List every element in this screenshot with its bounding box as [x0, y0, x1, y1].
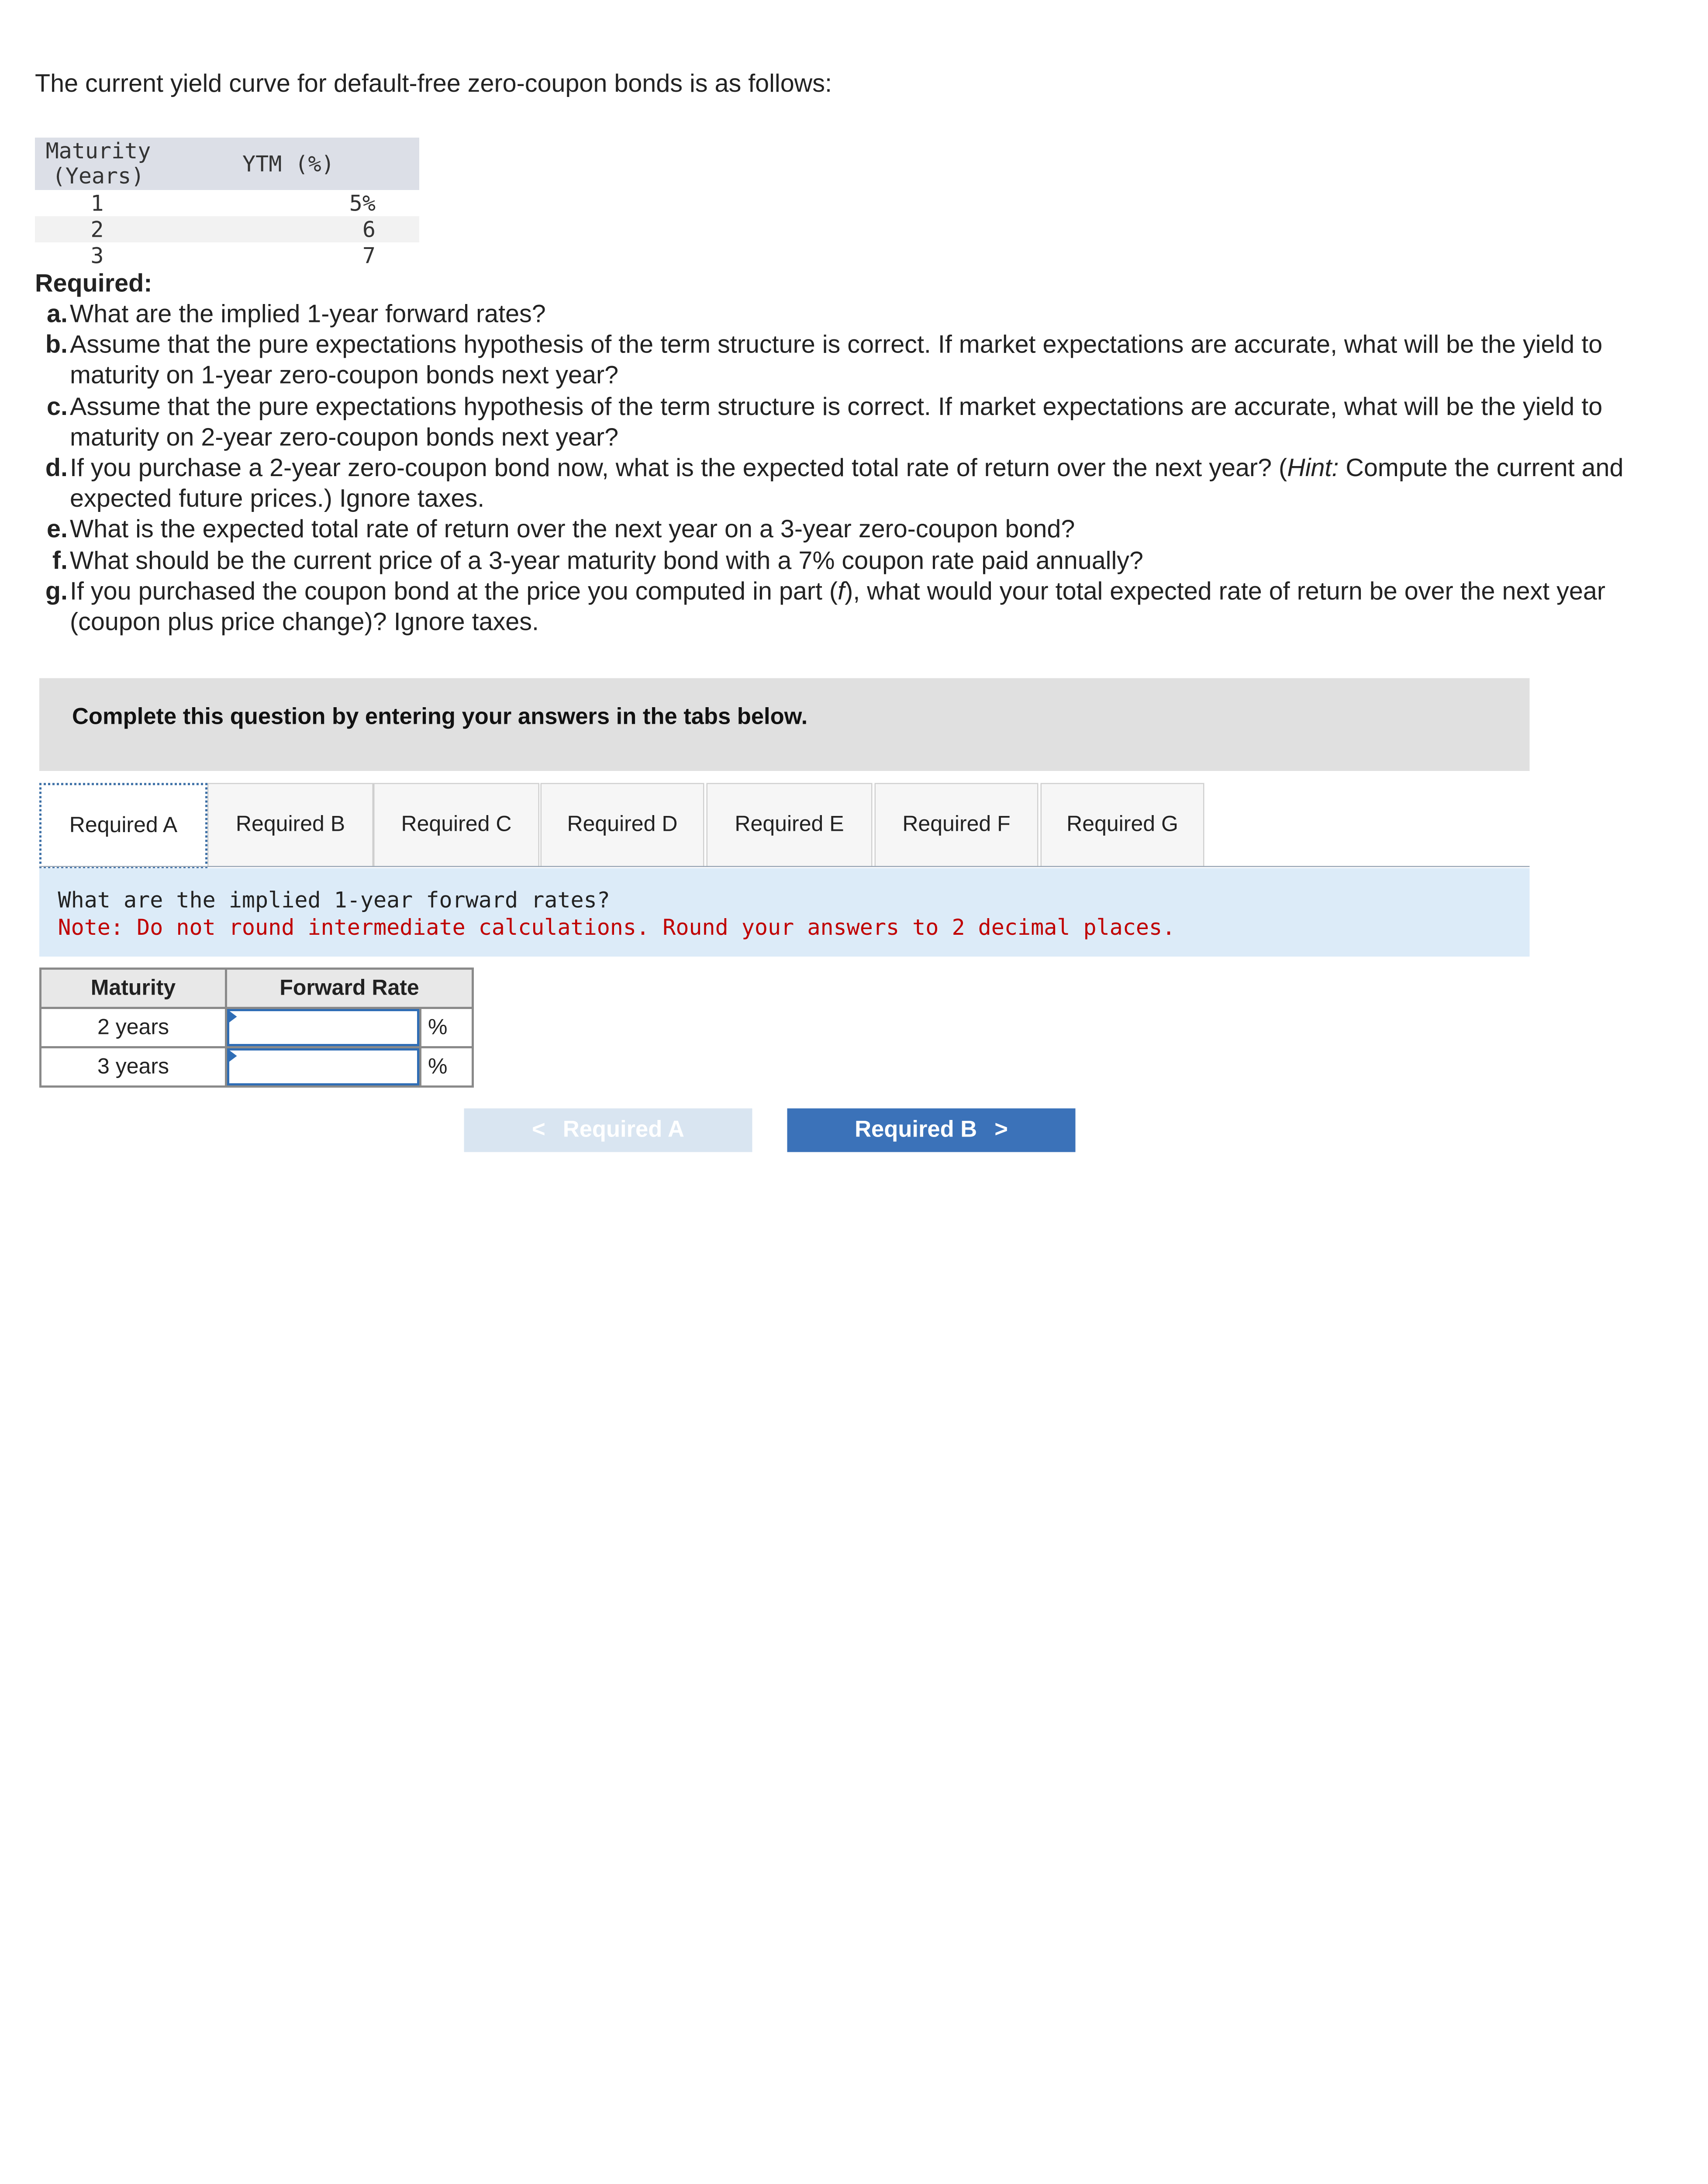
required-text: What are the implied 1-year forward rates? [70, 299, 546, 328]
yield-row [35, 190, 419, 216]
required-item-a [39, 298, 1677, 329]
answer-table-header [41, 969, 473, 1008]
required-text: What should be the current price of a 3-year maturity bond with a 7% coupon rate paid annually? [70, 546, 1143, 574]
prev-button[interactable] [464, 1109, 752, 1152]
yield-table-header [35, 138, 419, 190]
tab-divider [39, 866, 1530, 867]
banner-text: Complete this question by entering your answers in the tabs below. [72, 704, 808, 729]
required-text: Assume that the pure expectations hypothesis of the term structure is correct. If market expectations are accurate, what will be the yield to maturity on 2-year zero-coupon bonds next year? [70, 391, 1603, 451]
required-list [39, 298, 1677, 637]
forward-rate-cell [226, 1047, 421, 1087]
input-marker-icon [228, 1050, 237, 1063]
required-title: Required: [35, 269, 152, 297]
yield-row [35, 216, 419, 242]
forward-rate-column-header: Forward Rate [226, 969, 473, 1008]
required-item-e [39, 514, 1677, 545]
tab-bar [39, 783, 1530, 868]
intro-text: The current yield curve for default-free zero-coupon bonds is as follows: [35, 69, 832, 97]
yield-row-maturity: 1 [90, 190, 104, 216]
tab-required-e[interactable]: Required E [707, 783, 873, 866]
maturity-cell: 3 years [41, 1047, 226, 1087]
tab-required-f[interactable]: Required F [875, 783, 1039, 866]
required-text: Assume that the pure expectations hypothesis of the term structure is correct. If market expectations are accurate, what will be the yield to maturity on 1-year zero-coupon bonds next year? [70, 330, 1603, 390]
required-letter: d. [45, 453, 68, 482]
input-wrapper [227, 1048, 419, 1085]
chevron-right-icon: > [994, 1117, 1008, 1142]
rounding-note: Note: Do not round intermediate calculations. Round your answers to 2 decimal places. [58, 914, 1176, 940]
required-letter: a. [47, 299, 68, 328]
tab-required-g[interactable]: Required G [1041, 783, 1204, 866]
next-button[interactable] [787, 1109, 1076, 1152]
required-item-b [39, 329, 1677, 390]
required-letter: c. [47, 391, 68, 420]
hint-label: Hint: [1287, 453, 1339, 482]
question-text: What are the implied 1-year forward rates? [58, 887, 610, 913]
tab-required-a[interactable]: Required A [39, 783, 207, 868]
yield-row-ytm: 6 [362, 216, 376, 242]
percent-unit: % [421, 1047, 473, 1087]
chevron-left-icon: < [532, 1117, 545, 1142]
required-text: What is the expected total rate of return over the next year on a 3-year zero-coupon bond? [70, 515, 1075, 543]
percent-unit: % [421, 1008, 473, 1047]
yield-row-ytm: 5% [349, 190, 376, 216]
tab-required-d[interactable]: Required D [541, 783, 704, 866]
required-item-c [39, 390, 1677, 452]
required-text: If you purchase a 2-year zero-coupon bond now, what is the expected total rate of return over the next year? ( [70, 453, 1287, 482]
required-text: ), what would your total expected rate of return be over the next year (coupon plus price change)? Ignore taxes. [70, 576, 1606, 636]
ytm-header: YTM (%) [242, 151, 335, 177]
required-letter: f. [52, 546, 68, 574]
tab-required-c[interactable]: Required C [373, 783, 539, 866]
required-text: Compute the current and expected future prices.) Ignore taxes. [70, 453, 1624, 513]
forward-rate-input-2-years[interactable] [227, 1009, 419, 1046]
answer-table [39, 968, 474, 1088]
maturity-header-line1: Maturity [45, 138, 151, 164]
prev-button-label: Required A [562, 1117, 684, 1142]
yield-row-maturity: 3 [90, 242, 104, 269]
part-reference: f [838, 576, 845, 605]
forward-rate-cell [226, 1008, 421, 1047]
required-item-d [39, 452, 1677, 514]
yield-row-maturity: 2 [90, 216, 104, 242]
required-text: If you purchased the coupon bond at the price you computed in part ( [70, 576, 838, 605]
maturity-column-header: Maturity [41, 969, 226, 1008]
required-letter: e. [47, 515, 68, 543]
required-letter: b. [45, 330, 68, 359]
required-item-g [39, 575, 1677, 637]
required-letter: g. [45, 576, 68, 605]
required-item-f [39, 545, 1677, 576]
tab-required-b[interactable]: Required B [207, 783, 373, 866]
yield-row [35, 242, 419, 269]
maturity-header [41, 139, 155, 189]
next-button-label: Required B [855, 1117, 977, 1142]
input-marker-icon [228, 1010, 237, 1023]
question-panel [39, 868, 1530, 957]
forward-rate-input-3-years[interactable] [227, 1048, 419, 1085]
table-row [41, 1008, 473, 1047]
yield-curve-table [35, 138, 419, 269]
instructions-banner [39, 678, 1530, 771]
input-wrapper [227, 1009, 419, 1046]
maturity-header-line2: (Years) [52, 162, 145, 189]
maturity-cell: 2 years [41, 1008, 226, 1047]
table-row [41, 1047, 473, 1087]
yield-row-ytm: 7 [362, 242, 376, 269]
